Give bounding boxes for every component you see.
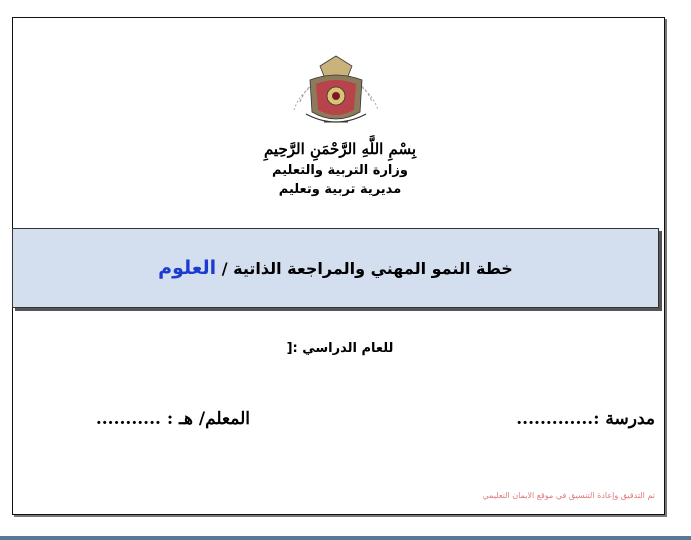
jordan-emblem-icon (280, 40, 392, 140)
directorate-name: مديرية تربية وتعليم (278, 182, 402, 197)
subject-name: العلوم (158, 257, 217, 279)
document-title (13, 257, 658, 280)
footer-note: تم التدقيق وإعادة التنسيق في موقع الايمان التعليمي (482, 491, 655, 500)
teacher-field: المعلم/ هـ : ........... (95, 409, 250, 429)
bottom-divider (0, 536, 691, 540)
ministry-name: وزارة التربية والتعليم (272, 163, 408, 178)
title-banner (12, 228, 659, 308)
basmala-heading: بِسْمِ اللَّهِ الرَّحْمَنِ الرَّحِيمِ (263, 140, 417, 158)
academic-year-label: للعام الدراسي :[ (286, 341, 394, 356)
plan-title: خطة النمو المهني والمراجعة الذاتية / (216, 259, 513, 278)
school-field: مدرسة :............. (516, 409, 655, 429)
